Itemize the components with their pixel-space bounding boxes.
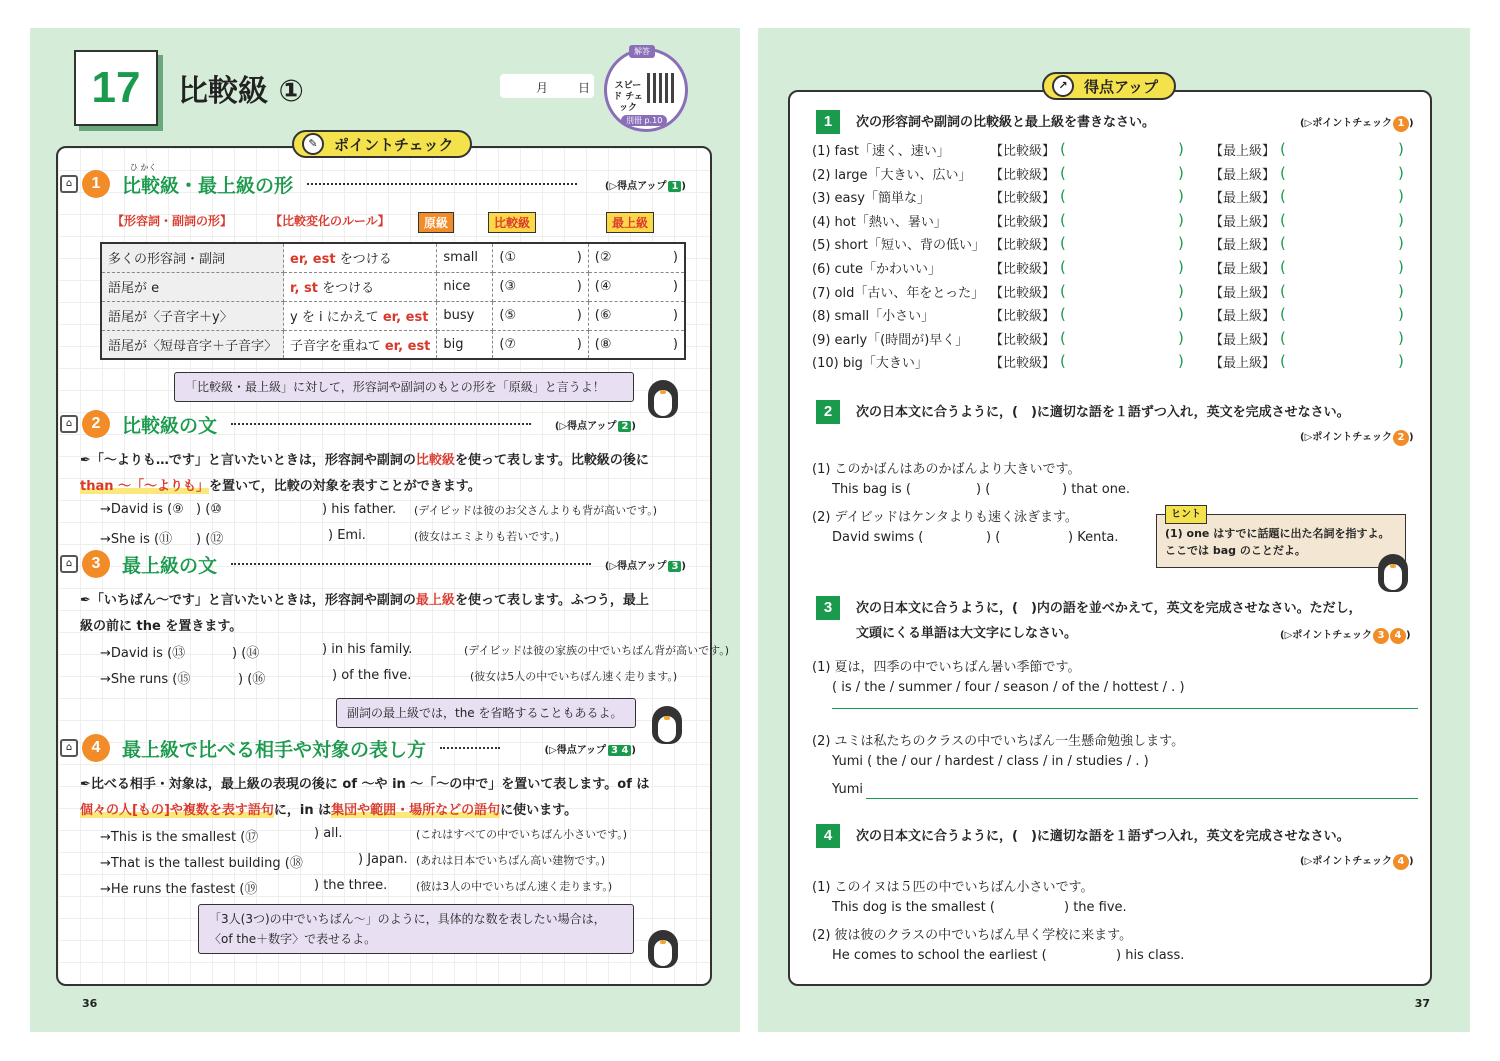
note-bubble-3: 「3人(3つ)の中でいちばん～」のように，具体的な数を表したい場合は， 〈of the＋数字〉で表せるよ。 bbox=[198, 904, 634, 954]
page-number: 37 bbox=[1414, 997, 1430, 1010]
item-text: 【比較級】 bbox=[990, 332, 1056, 348]
blank-2[interactable]: (② ) bbox=[588, 243, 685, 272]
item-text: 【比較級】 bbox=[990, 191, 1056, 207]
question-ref: (▷ポイントチェック 1 ) bbox=[1300, 114, 1414, 132]
blank-3[interactable]: (③ ) bbox=[493, 272, 588, 301]
question-instruction: 次の日本文に合うように，( )内の語を並べかえて，英文を完成させなさい。ただし， 文頭にくる単語は大文字にしなさい。 bbox=[856, 601, 1362, 641]
item-text: 【比較級】 bbox=[990, 167, 1056, 183]
superlative-blank-close[interactable]: ) bbox=[1398, 163, 1404, 182]
section-2-header bbox=[60, 410, 636, 438]
question-ref: (▷ポイントチェック 2 ) bbox=[1300, 428, 1414, 446]
item-text: (7) old「古い、年をとった」 bbox=[812, 285, 985, 301]
section-4-header bbox=[60, 734, 636, 762]
penguin-icon bbox=[646, 374, 680, 420]
page-number: 36 bbox=[82, 997, 98, 1010]
section-ref: (▷得点アップ 3 4 ) bbox=[544, 744, 636, 756]
label-rule: 【比較変化のルール】 bbox=[270, 214, 390, 228]
speed-page: 別冊 p.10 bbox=[621, 115, 667, 126]
right-page: ↗ 得点アップ 1 次の形容詞や副詞の比較級と最上級を書きなさい。 (▷ポイントチェック 1 ) (1) fast「速く、速い」 【比較級】 ( ) 【最上級】 ( ) (2) large「大きい、広い」 【比較級】 ( ) 【最上級】 ( ) (3) easy「簡単な」 【比較級】 ( ) 【最上級】 ( ) (4) hot「熱い、暑い」 【比較級】 ( ) 【最上級】 ( ) (5) short「短い、背の低い」 【比較級】 ( ) 【最上級】 ( ) (6) cute「かわいい」 【比較級】 ( ) 【最上級】 ( ) (7) old「古い、年をとった」 【比較級】 ( ) 【最上級】 ( ) (8) small「小さい」 【比較級】 ( ) 【最上級】 ( ) (9) early「(時間が)早く」 【比較級】 ( ) 【最上級】 ( ) (10) big「大きい」 【比較級】 ( ) 【最上級】 ( ) 2 次の日本文に合うように，( )に適切な語を１語ずつ入れ，英文を完成させなさい。 (▷ポイントチェック 2 ) (1) このかばんはあのかばんより大きいです。 This bag is ( ) ( ) that one. (2) デイビッドはケンタよりも速く泳ぎます。 David swims ( ) ( ) Kenta. ヒント (1) one はすでに話題に出た名詞を指すよ。ここでは bag のことだよ。 3 次の日本文に合うように，( )内の語を並べかえて，英文を完成させなさい。ただし， 文頭にくる単語は大文字にしなさい。 (▷ポイントチェック 3 4 ) (1) 夏は，四季の中でいちばん暑い季節です。 ( is / the / summer / four / season / of the / hottest / . ) (2) ユミは私たちのクラスの中でいちばん一生懸命勉強します。 Yumi ( the / our / hardest / class / in / studies / . ) Yumi 4 次の日本文に合うように，( )に適切な語を１語ずつ入れ，英文を完成させなさい。 (▷ポイントチェック 4 ) (1) このイヌは５匹の中でいちばん小さいです。 This dog is the smallest ( ) the five. (2) 彼は彼のクラスの中でいちばん早く学校に来ます。 He comes to school the earliest ( ) his class. 37 bbox=[758, 28, 1470, 1032]
comparative-blank-close[interactable]: ) bbox=[1178, 210, 1184, 229]
superlative-blank-open[interactable]: ( bbox=[1280, 305, 1286, 324]
item-text: 【比較級】 bbox=[990, 238, 1056, 254]
row-form: 多くの形容詞・副詞 bbox=[101, 243, 284, 272]
comparative-blank-open[interactable]: ( bbox=[1060, 281, 1066, 300]
item-text: 【最上級】 bbox=[1210, 214, 1276, 230]
item-text: 【比較級】 bbox=[990, 285, 1056, 301]
label-comparative: 比較級 bbox=[488, 212, 536, 233]
blank-4[interactable]: (④ ) bbox=[588, 272, 685, 301]
question-1-header bbox=[816, 110, 1155, 135]
comparative-blank-open[interactable]: ( bbox=[1060, 140, 1066, 158]
row-form: 語尾が〈短母音字＋子音字〉 bbox=[101, 330, 284, 359]
section-number: 3 bbox=[82, 550, 110, 578]
question-instruction: 次の日本文に合うように，( )に適切な語を１語ずつ入れ，英文を完成させなさい。 bbox=[856, 829, 1350, 844]
question-3-1-words: ( is / the / summer / four / season / of the / hottest / . ) bbox=[832, 680, 1185, 695]
item-text: (4) hot「熱い、暑い」 bbox=[812, 214, 947, 230]
table-row bbox=[101, 301, 685, 330]
section-number: 4 bbox=[82, 734, 110, 762]
superlative-blank-open[interactable]: ( bbox=[1280, 352, 1286, 371]
section-title: 比較級・最上級の形 bbox=[122, 174, 294, 197]
date-box bbox=[500, 74, 594, 98]
section-number: 2 bbox=[82, 410, 110, 438]
row-rule: 子音字を重ねて er, est bbox=[284, 330, 437, 359]
speed-label: スピード チェック bbox=[613, 81, 643, 113]
comparative-blank-close[interactable]: ) bbox=[1178, 281, 1184, 300]
comparison-rules-table bbox=[100, 242, 686, 360]
comparative-blank-close[interactable]: ) bbox=[1178, 163, 1184, 182]
row-base: nice bbox=[437, 272, 493, 301]
comparative-blank-close[interactable]: ) bbox=[1178, 140, 1184, 158]
item-text: 【最上級】 bbox=[1210, 309, 1276, 325]
superlative-blank-close[interactable]: ) bbox=[1398, 234, 1404, 253]
question-3-2-words: Yumi ( the / our / hardest / class / in / studies / . ) bbox=[832, 754, 1149, 769]
section-title: 最上級で比べる相手や対象の表し方 bbox=[122, 738, 427, 761]
row-form: 語尾が e bbox=[101, 272, 284, 301]
point-check-banner bbox=[292, 130, 472, 158]
table-row bbox=[101, 272, 685, 301]
penguin-icon bbox=[1376, 548, 1410, 594]
item-text: (1) fast「速く、速い」 bbox=[812, 144, 950, 159]
comparative-blank-open[interactable]: ( bbox=[1060, 328, 1066, 347]
question-4-1-jp: (1) このイヌは５匹の中でいちばん小さいです。 bbox=[812, 880, 1094, 895]
comparative-blank-open[interactable]: ( bbox=[1060, 305, 1066, 324]
score-up-banner bbox=[1042, 72, 1176, 100]
dotted-leader bbox=[231, 563, 591, 565]
lock-icon: ⌂ bbox=[60, 555, 78, 573]
date-month: 月 bbox=[536, 81, 549, 95]
superlative-blank-open[interactable]: ( bbox=[1280, 163, 1286, 182]
comparative-blank-open[interactable]: ( bbox=[1060, 210, 1066, 229]
question-2-header bbox=[816, 400, 1350, 425]
hint-box bbox=[1156, 509, 1406, 568]
blank-6[interactable]: (⑥ ) bbox=[588, 301, 685, 330]
section-title: 比較級の文 bbox=[122, 414, 218, 437]
question-ref: (▷ポイントチェック 4 ) bbox=[1300, 852, 1414, 870]
note-bubble-2: 副詞の最上級では，the を省略することもあるよ。 bbox=[336, 698, 636, 728]
lock-icon: ⌂ bbox=[60, 415, 78, 433]
superlative-blank-open[interactable]: ( bbox=[1280, 140, 1286, 158]
comparative-blank-open[interactable]: ( bbox=[1060, 163, 1066, 182]
question-number: 3 bbox=[816, 596, 840, 620]
item-text: (8) small「小さい」 bbox=[812, 309, 935, 325]
blank-5[interactable]: (⑤ ) bbox=[493, 301, 588, 330]
row-rule: y を i にかえて er, est bbox=[284, 301, 437, 330]
speed-tag: 解答 bbox=[629, 45, 655, 58]
row-base: big bbox=[437, 330, 493, 359]
comparative-blank-open[interactable]: ( bbox=[1060, 234, 1066, 253]
pin-icon: ✒ bbox=[80, 777, 91, 792]
item-text: (6) cute「かわいい」 bbox=[812, 262, 942, 277]
superlative-blank-open[interactable]: ( bbox=[1280, 234, 1286, 253]
superlative-blank-close[interactable]: ) bbox=[1398, 140, 1404, 158]
question-ref: (▷ポイントチェック 3 4 ) bbox=[1280, 626, 1411, 644]
banner-label: 得点アップ bbox=[1084, 78, 1158, 96]
section-1-header bbox=[60, 170, 686, 198]
answer-line[interactable] bbox=[866, 798, 1418, 799]
item-text: (2) large「大きい、広い」 bbox=[812, 167, 972, 183]
lesson-title: 比較級 ① bbox=[178, 74, 304, 109]
section-number: 1 bbox=[82, 170, 110, 198]
superlative-blank-open[interactable]: ( bbox=[1280, 281, 1286, 300]
blank-8[interactable]: (⑧ ) bbox=[588, 330, 685, 359]
speed-check-badge bbox=[604, 48, 688, 132]
label-form: 【形容詞・副詞の形】 bbox=[112, 214, 233, 228]
row-rule: r, st をつける bbox=[284, 272, 437, 301]
section-3-text: ✒「いちばん～です」と言いたいときは，形容詞や副詞の最上級を使って表します。ふつう，最上 級の前に the を置きます。 bbox=[80, 593, 649, 634]
question-number: 1 bbox=[816, 110, 840, 134]
row-base: busy bbox=[437, 301, 493, 330]
pin-icon: ✒ bbox=[80, 453, 91, 468]
hint-text: (1) one はすでに話題に出た名詞を指すよ。ここでは bag のことだよ。 bbox=[1165, 527, 1390, 557]
item-text: (9) early「(時間が)早く」 bbox=[812, 332, 969, 348]
section-4-text: ✒比べる相手・対象は，最上級の表現の後に of ～や in ～「～の中で」を置いて表します。of は 個々の人[もの]や複数を表す語句に，in は集団や範囲・場所などの語句に使います。 bbox=[80, 777, 650, 818]
section-ref: (▷得点アップ 1 ) bbox=[604, 180, 686, 192]
chart-up-icon: ↗ bbox=[1052, 75, 1074, 97]
section-title: 最上級の文 bbox=[122, 554, 218, 577]
banner-label: ポイントチェック bbox=[334, 136, 454, 154]
item-text: 【最上級】 bbox=[1210, 191, 1276, 207]
superlative-blank-close[interactable]: ) bbox=[1398, 305, 1404, 324]
superlative-blank-close[interactable]: ) bbox=[1398, 352, 1404, 371]
left-page: 17 比較級 ① 月 日 解答 スピード チェック 別冊 p.10 ✎ ポイントチェック ⌂ 1 比較級・最上級の形 (▷得点アップ 1 ) ひ かく 【形容詞・副詞の形】 【比較変化のルール】 原級 比較級 最上級 多くの形容詞・副詞 er, est をつける small (① ) (② ) 語尾が e r, st をつける nice (③ ) (④ ) 語尾が〈子音字＋y〉 y を i にかえて er, est busy (⑤ ) (⑥ ) 語尾が〈短母音字＋子音字〉 子音字を重ねて er, est big (⑦ ) (⑧ ) 「比較級・最上級」に対して，形容詞や副詞のもとの形を「原級」と言うよ！ ⌂ 2 比較級の文 (▷得点アップ 2 ) ✒「～よりも…です」と言いたいときは，形容詞や副詞の比較級を使って表します。比較級の後に than ～「～よりも」を置いて，比較の対象を表すことができます。 →David is (⑨ ) (⑩ ) his father. (デイビッドは彼のお父さんよりも背が高いです。) →She is (⑪ ) (⑫ ) Emi. (彼女はエミよりも若いです。) ⌂ 3 最上級の文 (▷得点アップ 3 ) ✒「いちばん～です」と言いたいときは，形容詞や副詞の最上級を使って表します。ふつう，最上 級の前に the を置きます。 →David is (⑬ ) (⑭ ) in his family. (デイビッドは彼の家族の中でいちばん背が高いです。) →She runs (⑮ ) (⑯ ) of the five. (彼女は5人の中でいちばん速く走ります。) 副詞の最上級では，the を省略することもあるよ。 ⌂ 4 最上級で比べる相手や対象の表し方 (▷得点アップ 3 4 ) ✒比べる相手・対象は，最上級の表現の後に of ～や in ～「～の中で」を置いて表します。of は 個々の人[もの]や複数を表す語句に，in は集団や範囲・場所などの語句に使います。 →This is the smallest (⑰ ) all. (これはすべての中でいちばん小さいです。) →That is the tallest building (⑱ ) Japan. (あれは日本でいちばん高い建物です。) →He runs the fastest (⑲ ) the three. (彼は3人の中でいちばん速く走ります。) 「3人(3つ)の中でいちばん～」のように，具体的な数を表したい場合は， 〈of the＋数字〉で表せるよ。 36 bbox=[30, 28, 740, 1032]
comparative-blank-open[interactable]: ( bbox=[1060, 258, 1066, 276]
question-4-2-jp: (2) 彼は彼のクラスの中でいちばん早く学校に来ます。 bbox=[812, 928, 1133, 943]
comparative-blank-close[interactable]: ) bbox=[1178, 305, 1184, 324]
comparative-blank-close[interactable]: ) bbox=[1178, 328, 1184, 347]
superlative-blank-open[interactable]: ( bbox=[1280, 258, 1286, 276]
question-4-header bbox=[816, 824, 1350, 849]
section-ref: (▷得点アップ 2 ) bbox=[554, 420, 636, 432]
question-2-1-jp: (1) このかばんはあのかばんより大きいです。 bbox=[812, 462, 1081, 477]
penguin-icon bbox=[646, 924, 680, 970]
qr-code-icon[interactable] bbox=[647, 73, 677, 103]
superlative-blank-open[interactable]: ( bbox=[1280, 328, 1286, 347]
question-number: 2 bbox=[816, 400, 840, 424]
row-base: small bbox=[437, 243, 493, 272]
dotted-leader bbox=[307, 183, 577, 185]
item-text: (5) short「短い、背の低い」 bbox=[812, 238, 985, 254]
answer-line[interactable] bbox=[832, 708, 1418, 709]
question-3-2-answer-start: Yumi bbox=[832, 782, 863, 797]
section-ref: (▷得点アップ 3 ) bbox=[604, 560, 686, 572]
superlative-blank-close[interactable]: ) bbox=[1398, 328, 1404, 347]
lesson-number: 17 bbox=[74, 50, 158, 126]
comparative-blank-close[interactable]: ) bbox=[1178, 258, 1184, 276]
dotted-leader bbox=[231, 423, 531, 425]
comparative-blank-open[interactable]: ( bbox=[1060, 352, 1066, 371]
item-text: 【最上級】 bbox=[1210, 285, 1276, 301]
item-text: (10) big「大きい」 bbox=[812, 356, 928, 372]
date-day: 日 bbox=[578, 81, 591, 95]
row-form: 語尾が〈子音字＋y〉 bbox=[101, 301, 284, 330]
comparative-blank-close[interactable]: ) bbox=[1178, 234, 1184, 253]
lock-icon: ⌂ bbox=[60, 739, 78, 757]
superlative-blank-open[interactable]: ( bbox=[1280, 187, 1286, 206]
item-text: 【比較級】 bbox=[990, 309, 1056, 325]
superlative-blank-close[interactable]: ) bbox=[1398, 258, 1404, 276]
question-2-2-jp: (2) デイビッドはケンタよりも速く泳ぎます。 bbox=[812, 510, 1078, 525]
note-bubble-1: 「比較級・最上級」に対して，形容詞や副詞のもとの形を「原級」と言うよ！ bbox=[174, 372, 634, 402]
section-3-header bbox=[60, 550, 686, 578]
item-text: 【最上級】 bbox=[1210, 238, 1276, 254]
item-text: 【最上級】 bbox=[1210, 262, 1276, 277]
section-2-text: ✒「～よりも…です」と言いたいときは，形容詞や副詞の比較級を使って表します。比較級の後に than ～「～よりも」を置いて，比較の対象を表すことができます。 bbox=[80, 453, 649, 494]
table-row bbox=[101, 243, 685, 272]
item-text: 【最上級】 bbox=[1210, 144, 1276, 159]
item-text: 【比較級】 bbox=[990, 262, 1056, 277]
item-text: 【最上級】 bbox=[1210, 167, 1276, 183]
pin-icon: ✎ bbox=[302, 133, 324, 155]
item-text: 【比較級】 bbox=[990, 214, 1056, 230]
comparative-blank-close[interactable]: ) bbox=[1178, 187, 1184, 206]
table-row bbox=[101, 330, 685, 359]
item-text: 【比較級】 bbox=[990, 356, 1056, 372]
hint-tag: ヒント bbox=[1165, 505, 1207, 524]
superlative-blank-close[interactable]: ) bbox=[1398, 187, 1404, 206]
question-number: 4 bbox=[816, 824, 840, 848]
item-text: (3) easy「簡単な」 bbox=[812, 191, 930, 207]
item-text: 【最上級】 bbox=[1210, 332, 1276, 348]
item-text: 【最上級】 bbox=[1210, 356, 1276, 372]
lock-icon: ⌂ bbox=[60, 175, 78, 193]
ruby-hikaku: ひ かく bbox=[130, 163, 157, 172]
superlative-blank-open[interactable]: ( bbox=[1280, 210, 1286, 229]
pin-icon: ✒ bbox=[80, 593, 91, 608]
dotted-leader bbox=[440, 747, 500, 749]
item-text: 【比較級】 bbox=[990, 144, 1056, 159]
superlative-blank-close[interactable]: ) bbox=[1398, 281, 1404, 300]
superlative-blank-close[interactable]: ) bbox=[1398, 210, 1404, 229]
comparative-blank-close[interactable]: ) bbox=[1178, 352, 1184, 371]
question-3-1-jp: (1) 夏は，四季の中でいちばん暑い季節です。 bbox=[812, 660, 1081, 675]
question-instruction: 次の形容詞や副詞の比較級と最上級を書きなさい。 bbox=[856, 115, 1156, 130]
blank-1[interactable]: (① ) bbox=[493, 243, 588, 272]
row-rule: er, est をつける bbox=[284, 243, 437, 272]
comparative-blank-open[interactable]: ( bbox=[1060, 187, 1066, 206]
penguin-icon bbox=[650, 700, 684, 746]
question-3-2-jp: (2) ユミは私たちのクラスの中でいちばん一生懸命勉強します。 bbox=[812, 734, 1185, 749]
question-instruction: 次の日本文に合うように，( )に適切な語を１語ずつ入れ，英文を完成させなさい。 bbox=[856, 405, 1350, 420]
label-superlative: 最上級 bbox=[606, 212, 654, 233]
label-base: 原級 bbox=[418, 212, 454, 233]
blank-7[interactable]: (⑦ ) bbox=[493, 330, 588, 359]
